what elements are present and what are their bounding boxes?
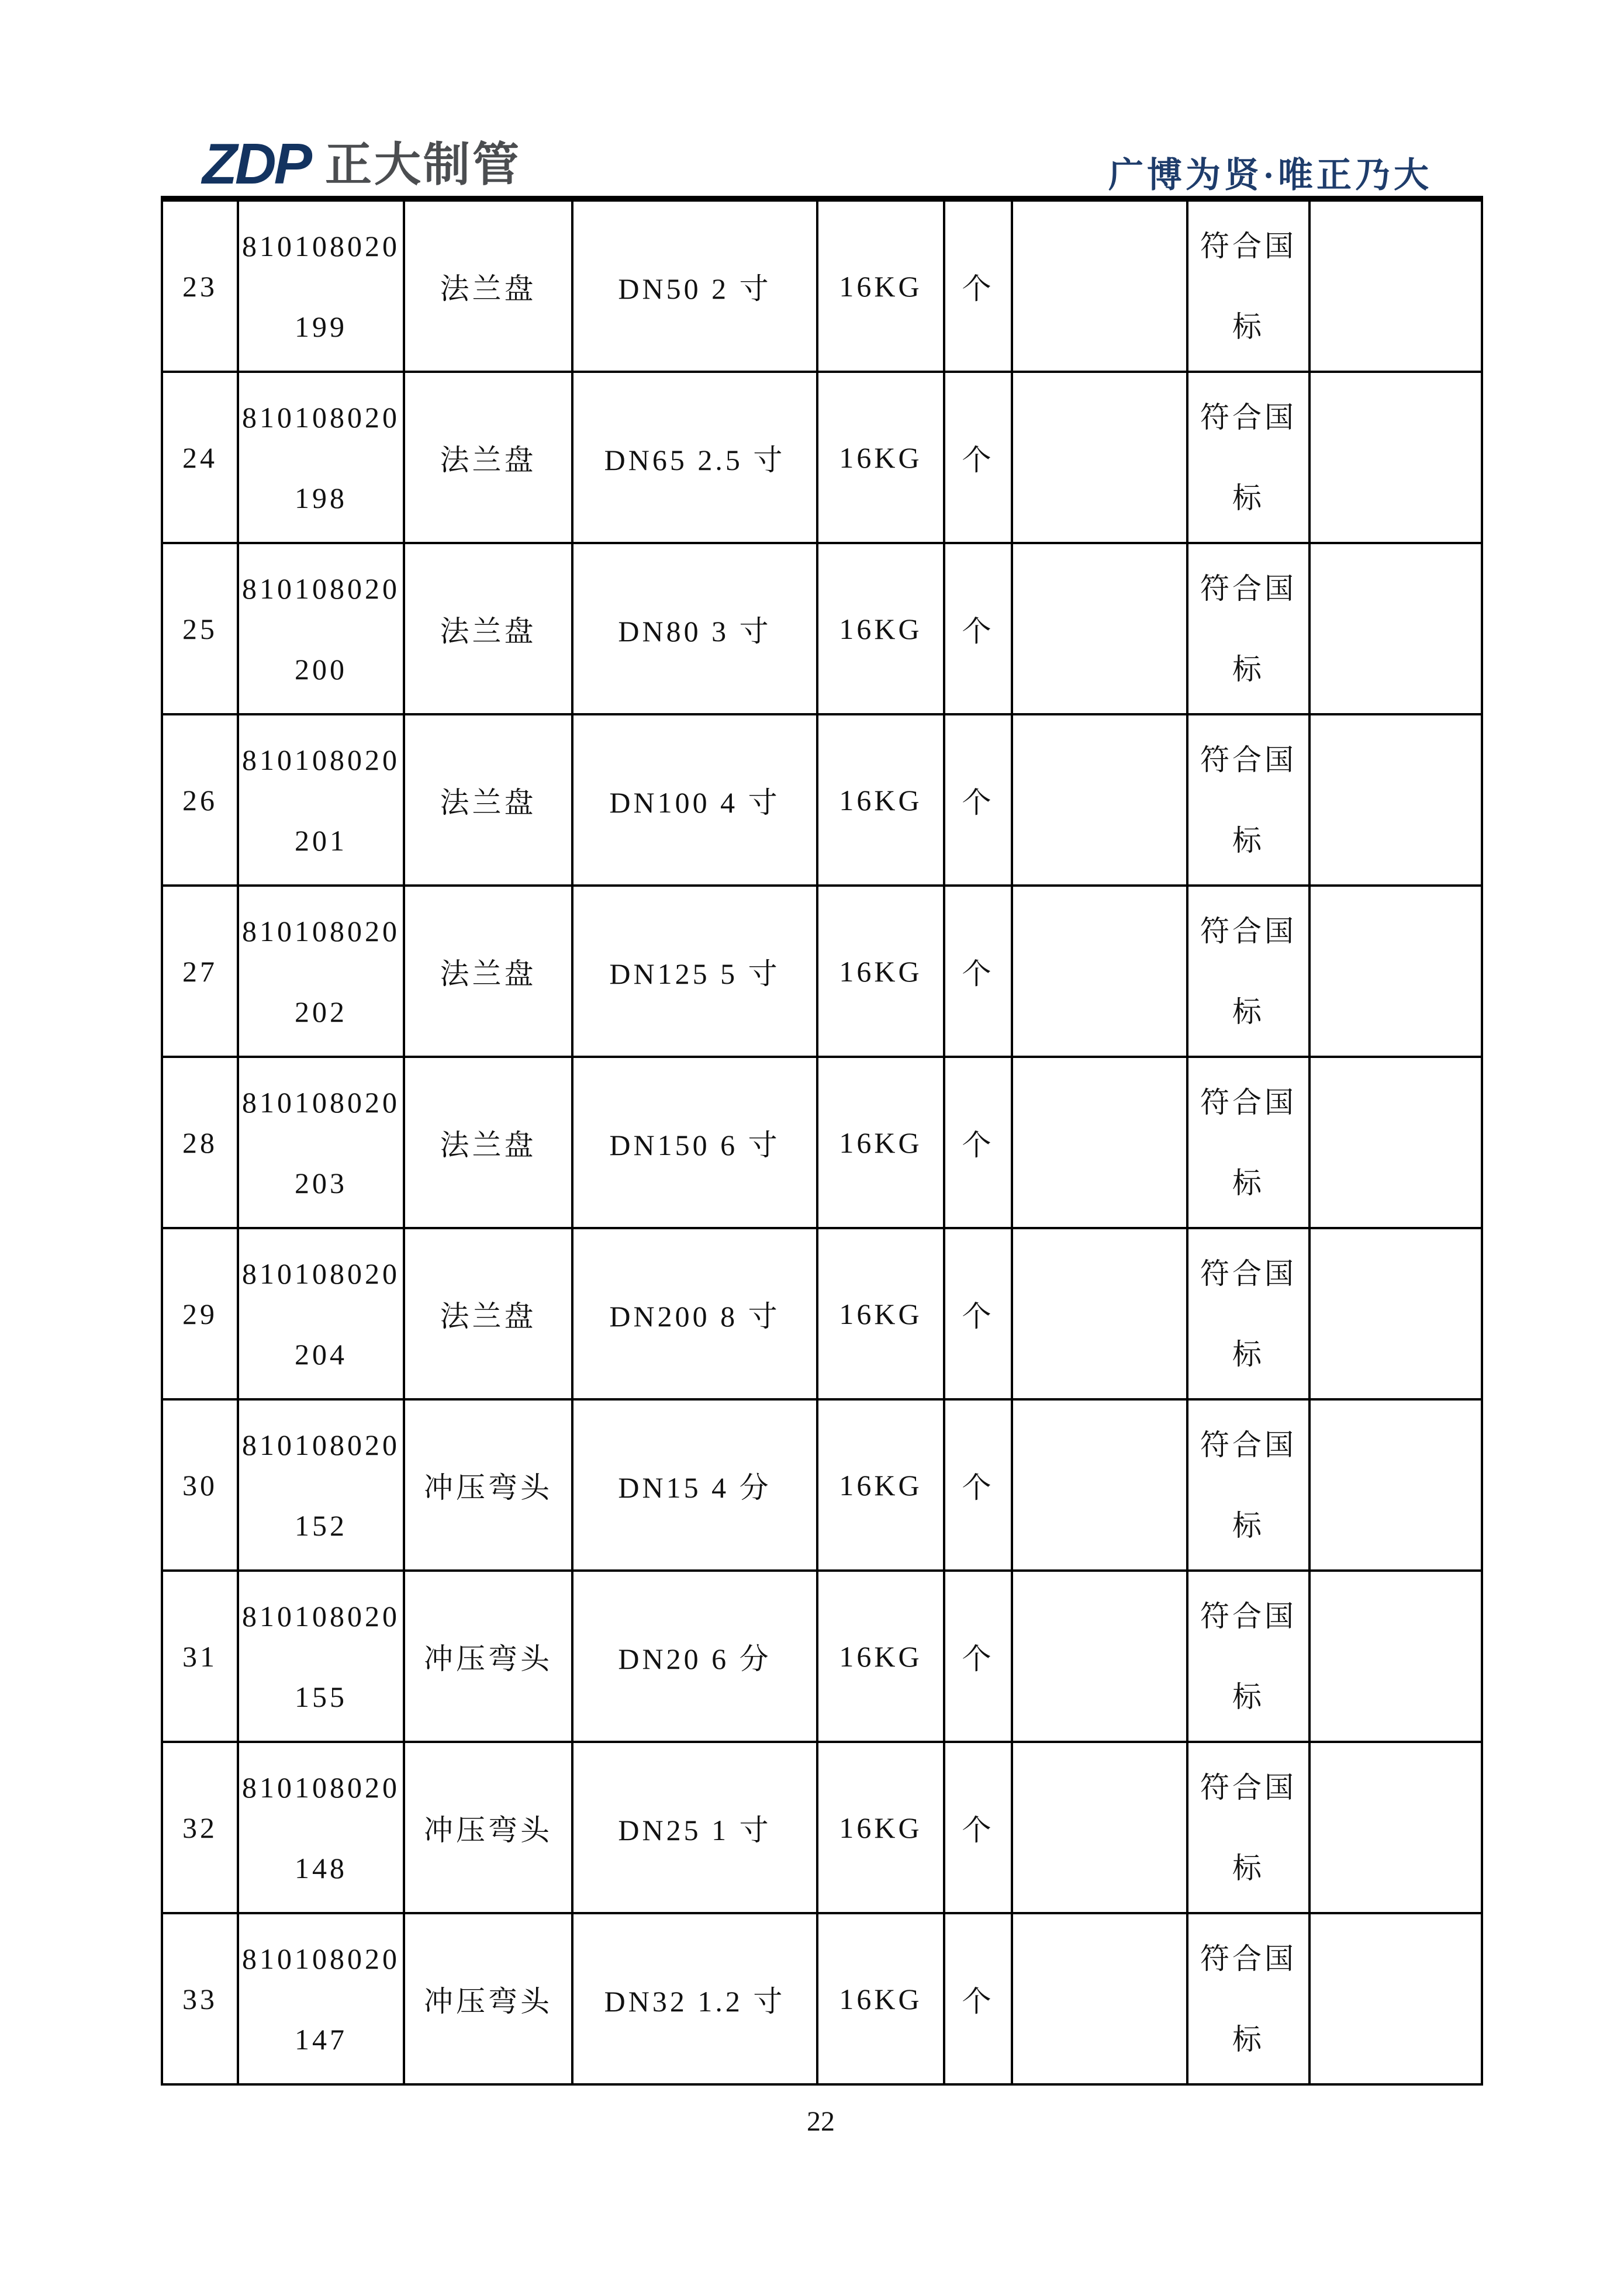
cell-product-code-line: 810108020 <box>242 572 400 605</box>
table-row <box>162 886 1482 1057</box>
cell-empty-note <box>1309 1913 1482 2084</box>
cell-remark-lines <box>1188 1259 1308 1369</box>
cell-pressure: 16KG <box>817 1913 944 2084</box>
cell-spec: DN200 8 寸 <box>572 1228 817 1399</box>
cell-product-code <box>238 543 404 714</box>
cell-product-code-line: 810108020 <box>242 743 400 776</box>
cell-product-name: 冲压弯头 <box>404 1913 572 2084</box>
cell-empty-qty <box>1012 1571 1187 1742</box>
cell-remark <box>1187 1913 1309 2084</box>
cell-remark-lines <box>1188 1773 1308 1883</box>
cell-unit: 个 <box>944 1399 1012 1571</box>
cell-empty-qty <box>1012 1742 1187 1913</box>
cell-product-code-line: 810108020 <box>242 400 400 434</box>
cell-product-code-line: 810108020 <box>242 1085 400 1119</box>
cell-empty-note <box>1309 372 1482 543</box>
cell-product-code-line: 203 <box>295 1166 347 1199</box>
table-row <box>162 1228 1482 1399</box>
cell-remark-lines <box>1188 1944 1308 2054</box>
table-row <box>162 199 1482 372</box>
cell-remark-lines <box>1188 1085 1308 1199</box>
page-number: 22 <box>807 2106 835 2137</box>
cell-row-number: 29 <box>162 1228 238 1399</box>
cell-row-number: 24 <box>162 372 238 543</box>
cell-empty-note <box>1309 199 1482 372</box>
cell-product-code <box>238 1571 404 1742</box>
cell-remark-line: 标 <box>1232 824 1264 857</box>
cell-spec: DN20 6 分 <box>572 1571 817 1742</box>
cell-product-code-lines <box>239 574 403 684</box>
cell-pressure: 16KG <box>817 543 944 714</box>
product-table-body <box>162 199 1482 2084</box>
cell-product-code-line: 201 <box>295 824 347 857</box>
cell-remark-line: 符合国 <box>1200 1257 1297 1290</box>
cell-remark <box>1187 714 1309 886</box>
cell-empty-note <box>1309 1057 1482 1228</box>
cell-pressure: 16KG <box>817 199 944 372</box>
cell-empty-note <box>1309 543 1482 714</box>
cell-remark-lines <box>1188 745 1308 855</box>
cell-remark-lines <box>1188 574 1308 684</box>
cell-unit: 个 <box>944 714 1012 886</box>
cell-product-code <box>238 1399 404 1571</box>
cell-remark-line: 标 <box>1232 481 1264 514</box>
cell-row-number: 23 <box>162 199 238 372</box>
table-row <box>162 1742 1482 1913</box>
cell-product-code-line: 148 <box>295 1851 347 1884</box>
cell-product-code-line: 199 <box>295 310 347 343</box>
cell-empty-qty <box>1012 543 1187 714</box>
cell-remark <box>1187 1571 1309 1742</box>
cell-unit: 个 <box>944 1742 1012 1913</box>
cell-product-name: 法兰盘 <box>404 1057 572 1228</box>
cell-remark-line: 标 <box>1232 1509 1264 1542</box>
cell-unit: 个 <box>944 372 1012 543</box>
cell-empty-note <box>1309 886 1482 1057</box>
cell-pressure: 16KG <box>817 714 944 886</box>
cell-row-number: 33 <box>162 1913 238 2084</box>
cell-unit: 个 <box>944 1571 1012 1742</box>
cell-spec: DN25 1 寸 <box>572 1742 817 1913</box>
cell-remark-line: 符合国 <box>1200 1599 1297 1633</box>
product-table <box>161 196 1483 2086</box>
cell-spec: DN65 2.5 寸 <box>572 372 817 543</box>
table-row <box>162 714 1482 886</box>
logo-zdp-text: ZDP <box>202 132 310 196</box>
cell-unit: 个 <box>944 1228 1012 1399</box>
table-row <box>162 543 1482 714</box>
cell-spec: DN100 4 寸 <box>572 714 817 886</box>
cell-spec: DN125 5 寸 <box>572 886 817 1057</box>
cell-unit: 个 <box>944 543 1012 714</box>
cell-remark <box>1187 199 1309 372</box>
cell-remark-lines <box>1188 231 1308 341</box>
cell-remark-line: 标 <box>1232 1166 1264 1199</box>
cell-product-code-lines <box>239 745 403 855</box>
table-row <box>162 1913 1482 2084</box>
cell-remark <box>1187 1742 1309 1913</box>
cell-empty-qty <box>1012 372 1187 543</box>
cell-product-code <box>238 886 404 1057</box>
cell-row-number: 27 <box>162 886 238 1057</box>
cell-empty-note <box>1309 1571 1482 1742</box>
company-logo <box>202 132 521 196</box>
cell-unit: 个 <box>944 886 1012 1057</box>
cell-product-code-line: 155 <box>295 1680 347 1713</box>
cell-empty-qty <box>1012 886 1187 1057</box>
cell-remark <box>1187 543 1309 714</box>
cell-product-name: 冲压弯头 <box>404 1399 572 1571</box>
cell-empty-qty <box>1012 1913 1187 2084</box>
cell-remark-line: 符合国 <box>1200 1771 1297 1804</box>
cell-pressure: 16KG <box>817 372 944 543</box>
cell-pressure: 16KG <box>817 1742 944 1913</box>
cell-product-code <box>238 1742 404 1913</box>
cell-product-code-line: 200 <box>295 652 347 686</box>
cell-product-code-lines <box>239 231 403 341</box>
cell-product-name: 法兰盘 <box>404 199 572 372</box>
cell-product-code <box>238 1228 404 1399</box>
cell-remark-line: 符合国 <box>1200 572 1297 605</box>
cell-unit: 个 <box>944 1057 1012 1228</box>
cell-product-name: 冲压弯头 <box>404 1571 572 1742</box>
cell-product-code-line: 810108020 <box>242 1942 400 1975</box>
cell-spec: DN80 3 寸 <box>572 543 817 714</box>
cell-product-code-line: 204 <box>295 1337 347 1371</box>
company-slogan: 广博为贤·唯正乃大 <box>1108 156 1432 195</box>
cell-product-code-line: 810108020 <box>242 914 400 948</box>
cell-product-code-line: 152 <box>295 1509 347 1542</box>
cell-product-name: 法兰盘 <box>404 1228 572 1399</box>
cell-product-code-lines <box>239 914 403 1028</box>
cell-product-code <box>238 199 404 372</box>
cell-product-code <box>238 1057 404 1228</box>
table-row <box>162 1057 1482 1228</box>
cell-remark-line: 符合国 <box>1200 1428 1297 1461</box>
cell-row-number: 28 <box>162 1057 238 1228</box>
cell-empty-note <box>1309 1399 1482 1571</box>
cell-product-code-line: 810108020 <box>242 1428 400 1461</box>
cell-remark <box>1187 1228 1309 1399</box>
cell-product-code-line: 810108020 <box>242 1257 400 1290</box>
cell-remark-lines <box>1188 914 1308 1028</box>
table-row <box>162 372 1482 543</box>
cell-product-name: 法兰盘 <box>404 714 572 886</box>
cell-remark <box>1187 1399 1309 1571</box>
cell-row-number: 31 <box>162 1571 238 1742</box>
cell-remark-line: 符合国 <box>1200 1942 1297 1975</box>
cell-remark-line: 符合国 <box>1200 914 1297 948</box>
cell-unit: 个 <box>944 1913 1012 2084</box>
cell-product-code-line: 810108020 <box>242 1599 400 1633</box>
cell-product-code <box>238 714 404 886</box>
cell-remark-line: 符合国 <box>1200 743 1297 776</box>
cell-product-code <box>238 372 404 543</box>
cell-empty-note <box>1309 714 1482 886</box>
cell-product-code-line: 810108020 <box>242 1771 400 1804</box>
cell-remark <box>1187 886 1309 1057</box>
cell-product-code-line: 810108020 <box>242 229 400 262</box>
logo-company-name: 正大制管 <box>325 139 521 191</box>
cell-remark <box>1187 1057 1309 1228</box>
cell-spec: DN50 2 寸 <box>572 199 817 372</box>
cell-product-name: 法兰盘 <box>404 886 572 1057</box>
cell-product-code <box>238 1913 404 2084</box>
cell-product-code-line: 147 <box>295 2022 347 2056</box>
cell-remark-line: 符合国 <box>1200 1085 1297 1119</box>
cell-row-number: 26 <box>162 714 238 886</box>
cell-pressure: 16KG <box>817 1399 944 1571</box>
cell-product-code-lines <box>239 1773 403 1883</box>
cell-remark-line: 符合国 <box>1200 229 1297 262</box>
cell-remark-line: 标 <box>1232 1680 1264 1713</box>
cell-pressure: 16KG <box>817 1228 944 1399</box>
cell-pressure: 16KG <box>817 1057 944 1228</box>
cell-empty-qty <box>1012 1057 1187 1228</box>
cell-spec: DN32 1.2 寸 <box>572 1913 817 2084</box>
cell-remark-line: 标 <box>1232 995 1264 1028</box>
cell-product-code-line: 198 <box>295 481 347 514</box>
cell-product-code-lines <box>239 1085 403 1199</box>
cell-pressure: 16KG <box>817 886 944 1057</box>
cell-spec: DN150 6 寸 <box>572 1057 817 1228</box>
cell-product-name: 冲压弯头 <box>404 1742 572 1913</box>
cell-row-number: 25 <box>162 543 238 714</box>
cell-remark-line: 标 <box>1232 2022 1264 2056</box>
cell-row-number: 30 <box>162 1399 238 1571</box>
cell-remark-lines <box>1188 400 1308 514</box>
cell-empty-qty <box>1012 1399 1187 1571</box>
cell-row-number: 32 <box>162 1742 238 1913</box>
cell-remark-line: 符合国 <box>1200 400 1297 434</box>
cell-product-code-lines <box>239 1944 403 2054</box>
cell-product-code-lines <box>239 1430 403 1540</box>
cell-empty-qty <box>1012 714 1187 886</box>
cell-empty-qty <box>1012 1228 1187 1399</box>
cell-remark-lines <box>1188 1599 1308 1713</box>
cell-empty-note <box>1309 1228 1482 1399</box>
table-row <box>162 1399 1482 1571</box>
cell-spec: DN15 4 分 <box>572 1399 817 1571</box>
cell-remark-line: 标 <box>1232 652 1264 686</box>
page-header <box>0 0 1624 202</box>
cell-remark-lines <box>1188 1430 1308 1540</box>
cell-remark <box>1187 372 1309 543</box>
cell-product-code-lines <box>239 400 403 514</box>
cell-product-name: 法兰盘 <box>404 543 572 714</box>
cell-pressure: 16KG <box>817 1571 944 1742</box>
cell-product-name: 法兰盘 <box>404 372 572 543</box>
cell-product-code-lines <box>239 1599 403 1713</box>
cell-remark-line: 标 <box>1232 1851 1264 1884</box>
cell-remark-line: 标 <box>1232 1337 1264 1371</box>
cell-empty-qty <box>1012 199 1187 372</box>
cell-product-code-line: 202 <box>295 995 347 1028</box>
table-row <box>162 1571 1482 1742</box>
cell-remark-line: 标 <box>1232 310 1264 343</box>
cell-unit: 个 <box>944 199 1012 372</box>
cell-product-code-lines <box>239 1259 403 1369</box>
cell-empty-note <box>1309 1742 1482 1913</box>
